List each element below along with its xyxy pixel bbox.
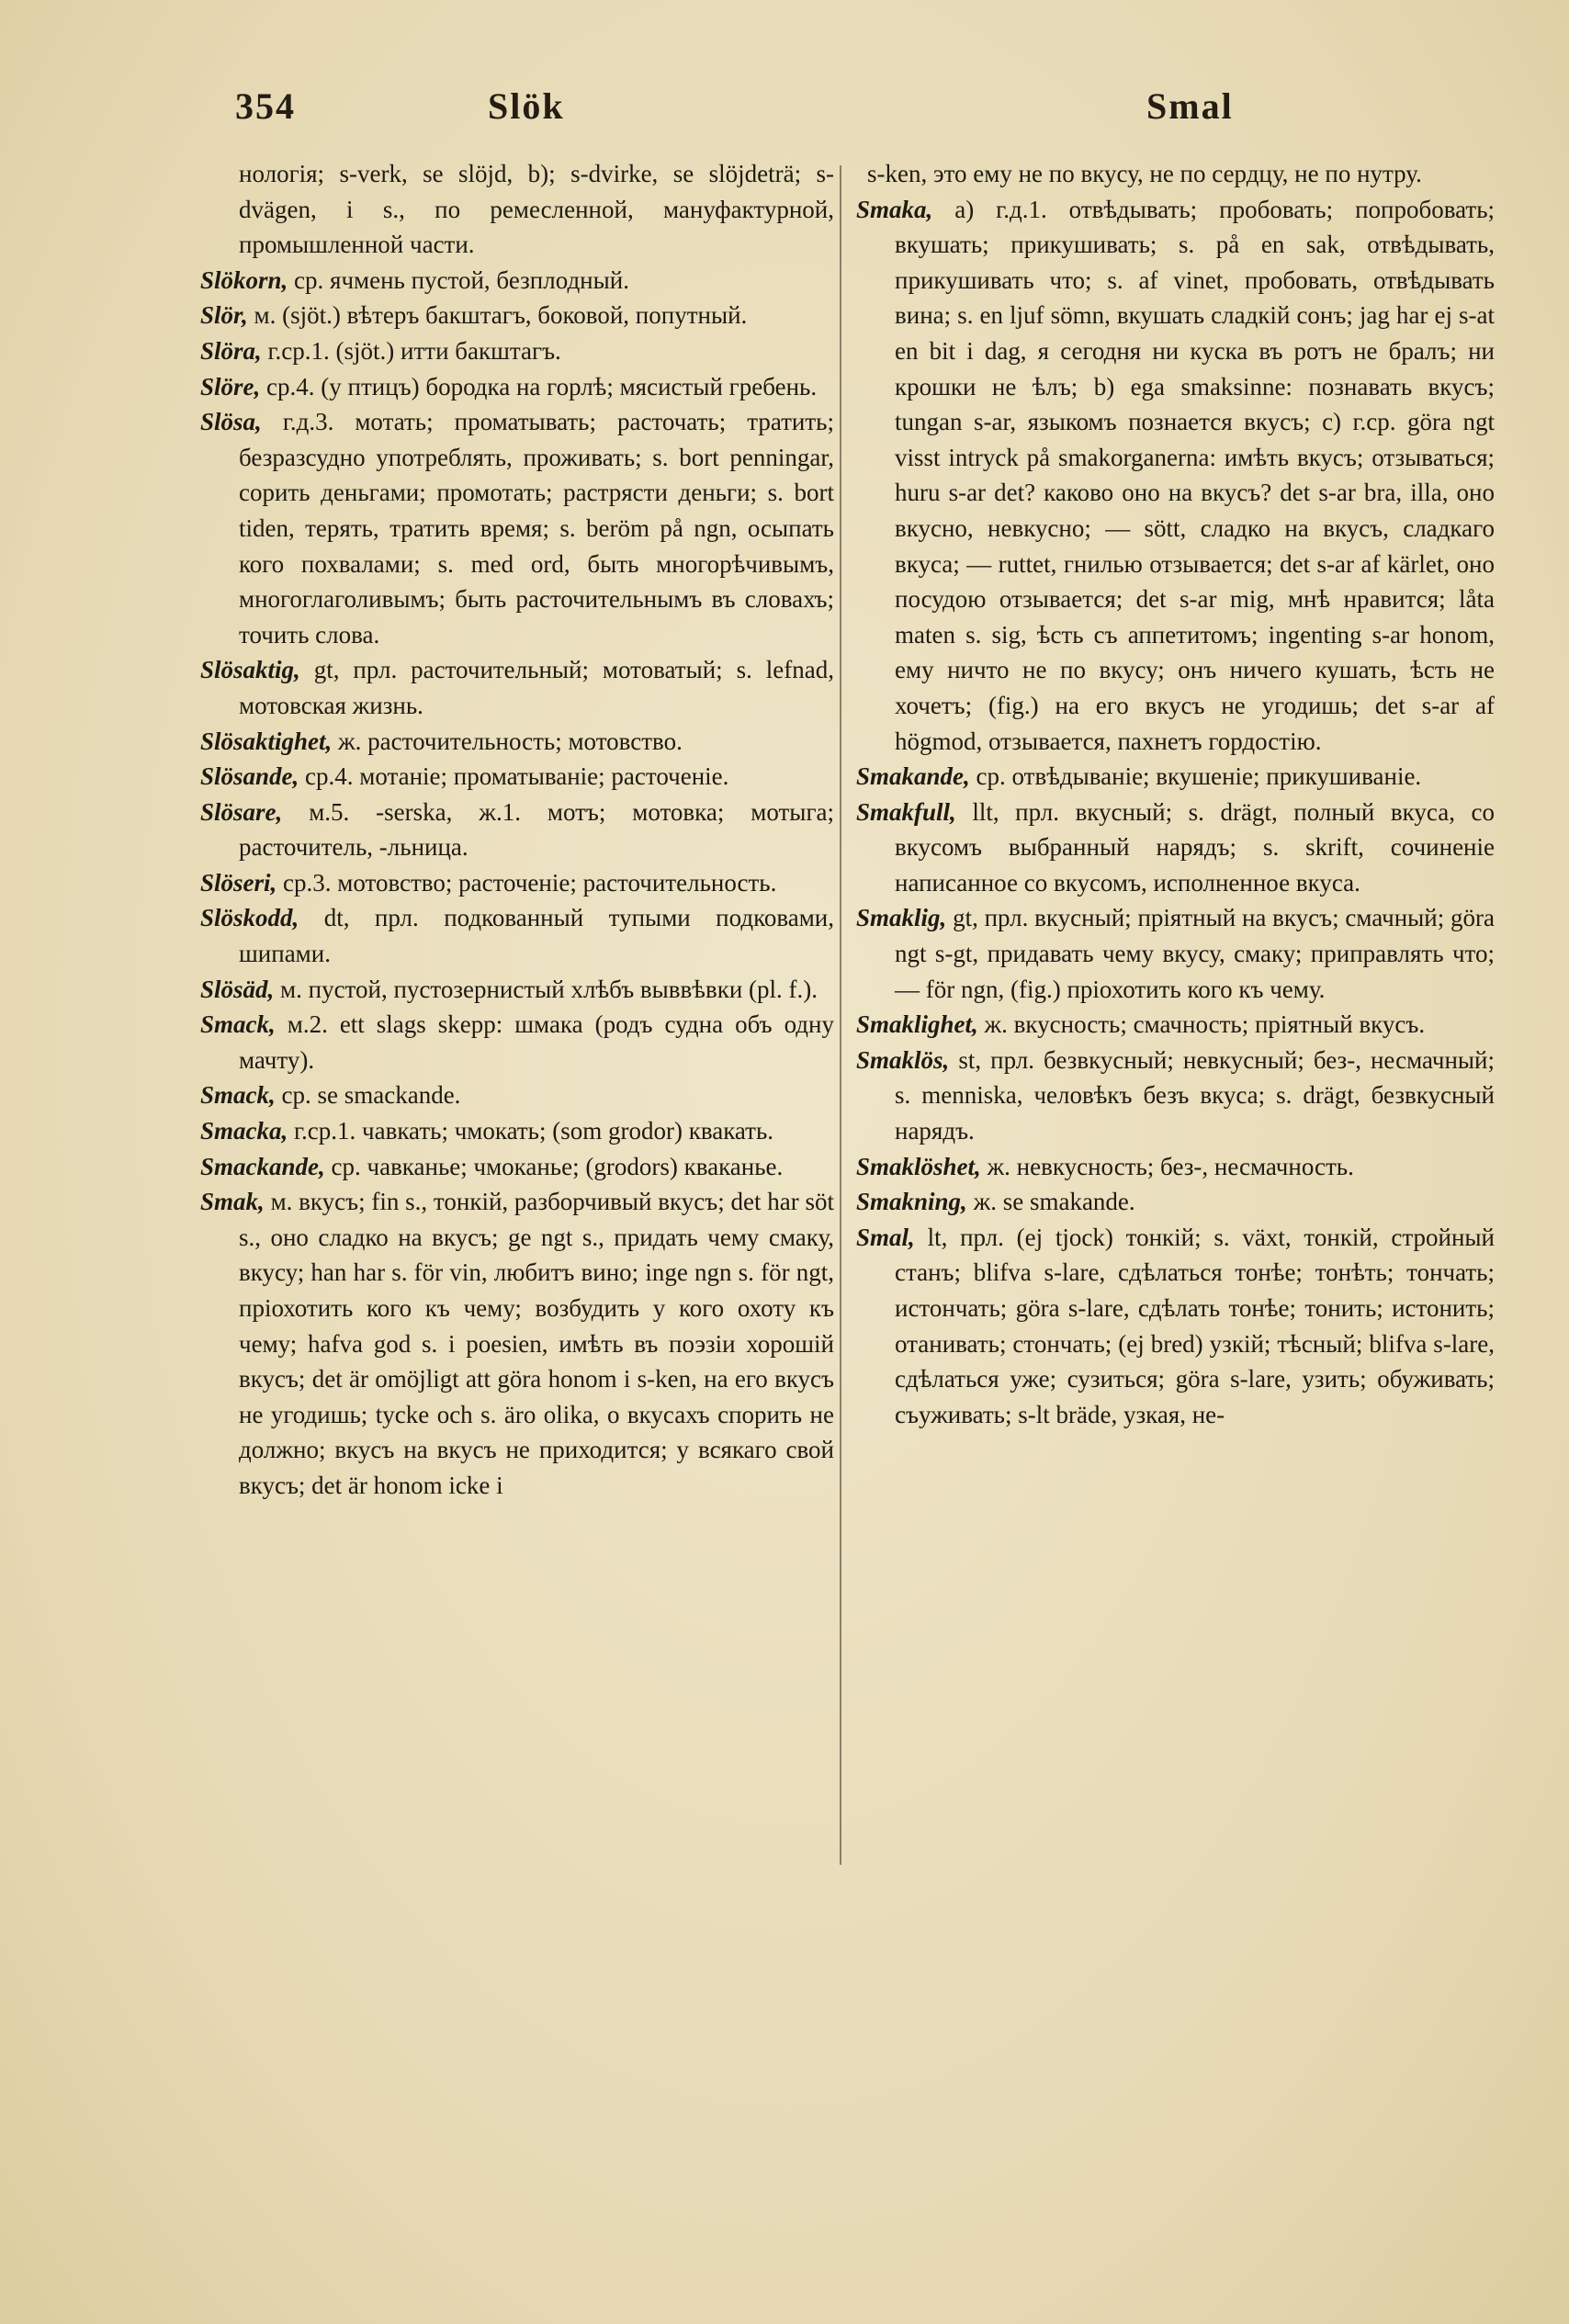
left-column	[200, 156, 834, 1504]
headword: Smack,	[200, 1081, 276, 1110]
entry-definition: dt, прл. подкованный тупыми подковами, шипами.	[239, 904, 834, 968]
guide-word-right: Smal	[1146, 85, 1234, 127]
dictionary-entry	[856, 1184, 1495, 1220]
dictionary-entry	[856, 156, 1495, 192]
headword: Smackande,	[200, 1152, 325, 1180]
dictionary-entry	[856, 795, 1495, 901]
column-divider	[840, 165, 841, 1865]
dictionary-entry	[200, 865, 834, 901]
headword: Smaklös,	[856, 1045, 950, 1074]
dictionary-entry	[200, 333, 834, 369]
entry-definition: ср.4. мотаніе; проматываніе; расточеніе.	[305, 762, 729, 791]
entry-definition: нологія; s-verk, se slöjd, b); s-dvirke, se slöjdeträ; s-dvägen, i s., по ремесленной, мануфактурной, промышленной части.	[239, 160, 834, 259]
headword: Slösaktig,	[200, 656, 300, 684]
dictionary-entry	[200, 1184, 834, 1503]
dictionary-entry	[200, 263, 834, 299]
entry-definition: м. пустой, пустозернистый хлѣбъ выввѣвки (pl. f.).	[280, 975, 818, 1003]
headword: Smakfull,	[856, 797, 956, 826]
headword: Slör,	[200, 301, 248, 330]
dictionary-entry	[200, 900, 834, 971]
right-column	[856, 156, 1495, 1432]
headword: Slösäd,	[200, 975, 275, 1003]
headword: Slösaktighet,	[200, 727, 333, 755]
entry-definition: st, прл. безвкусный; невкусный; без-, несмачный; s. menniska, человѣкъ безъ вкуса; s. drägt, безвкусный нарядъ.	[895, 1045, 1495, 1145]
dictionary-entry	[200, 759, 834, 795]
headword: Slökorn,	[200, 265, 288, 294]
headword: Slösare,	[200, 797, 283, 826]
entry-definition: ср. чавканье; чмоканье; (grodors) кваканье.	[331, 1152, 784, 1180]
headword: Smaklighet,	[856, 1010, 978, 1039]
entry-definition: ср. отвѣдываніе; вкушеніе; прикушиваніе.	[976, 762, 1422, 791]
headword: Slösa,	[200, 408, 262, 436]
entry-definition: lt, прл. (ej tjock) тонкій; s. växt, тонкій, стройный станъ; blifva s-lare, сдѣлаться тонѣе; тонѣть; тончать; истончать; göra s-lare, сдѣлать тонѣе; тонить; истонить; отанивать; стончать; (ej bred) узкій; тѣсный; blifva s-lare, сдѣлаться уже; сузиться; göra s-lare, узить; обуживать; съуживать; s-lt bräde, узкая, не-	[895, 1223, 1496, 1428]
entry-definition: gt, прл. расточительный; мотоватый; s. lefnad, мотовская жизнь.	[239, 656, 834, 719]
headword: Smacka,	[200, 1117, 288, 1145]
dictionary-entry	[200, 1077, 834, 1113]
entry-definition: ср. se smackande.	[281, 1081, 461, 1110]
entry-definition: ж. вкусность; смачность; пріятный вкусъ.	[984, 1010, 1426, 1039]
dictionary-entry	[856, 1007, 1495, 1043]
guide-word-left: Slök	[488, 85, 565, 127]
dictionary-entry	[200, 156, 834, 263]
entry-definition: ср.4. (у птицъ) бородка на горлѣ; мясистый гребень.	[266, 372, 818, 400]
entry-definition: gt, прл. вкусный; пріятный на вкусъ; смачный; göra ngt s-gt, придавать чему вкусу, смаку; приправлять что; — för ngn, (fig.) пріохотить кого къ чему.	[895, 904, 1496, 1003]
headword: Slösande,	[200, 762, 299, 791]
entry-definition: м. вкусъ; fin s., тонкій, разборчивый вкусъ; det har söt s., оно сладко на вкусъ; ge ngt s., придать чему смаку, вкусу; han har s. för vin, любитъ вино; inge ngn s. för ngt, пріохотить кого къ чему; возбудить у кого охоту къ чему; hafva god s. i poesien, имѣть въ поэзіи хорошій вкусъ; det är omöjligt att göra honom i s-ken, на его вкусъ не угодишь; tycke och s. äro olika, о вкусахъ спорить не должно; вкусъ на вкусъ не приходится; у всякаго свой вкусъ; det är honom icke i	[239, 1188, 834, 1499]
dictionary-entry	[200, 972, 834, 1008]
dictionary-entry	[856, 900, 1495, 1007]
entry-definition: м. (sjöt.) вѣтеръ бакштагъ, боковой, попутный.	[254, 301, 748, 330]
headword: Slöre,	[200, 372, 261, 400]
headword: Smal,	[856, 1223, 915, 1251]
entry-definition: ср.3. мотовство; расточеніе; расточительность.	[283, 868, 777, 897]
dictionary-entry	[200, 652, 834, 723]
headword: Smaklöshet,	[856, 1152, 981, 1180]
dictionary-entry	[856, 1043, 1495, 1149]
entry-definition: ж. se smakande.	[973, 1188, 1135, 1216]
dictionary-entry	[856, 192, 1495, 760]
entry-definition: г.д.3. мотать; проматывать; расточать; тратить; безразсудно употреблять, проживать; s. bort penningar, сорить деньгами; промотать; растрясти деньги; s. bort tiden, терять, тратить время; s. beröm på ngn, осыпать кого похвалами; s. med ord, быть многорѣчивымъ, многоглаголивымъ; быть расточительнымъ въ словахъ; точить слова.	[239, 408, 834, 649]
dictionary-entry	[856, 759, 1495, 795]
headword: Smaklig,	[856, 904, 947, 932]
headword: Slöskodd,	[200, 904, 299, 932]
entry-definition: г.ср.1. чавкать; чмокать; (som grodor) квакать.	[294, 1117, 774, 1145]
entry-definition: м.5. -serska, ж.1. мотъ; мотовка; мотыга; расточитель, -льница.	[239, 797, 834, 862]
dictionary-entry	[200, 1113, 834, 1149]
entry-definition: llt, прл. вкусный; s. drägt, полный вкуса, со вкусомъ выбранный нарядъ; s. skrift, сочиненіе написанное со вкусомъ, исполненное вкуса.	[895, 797, 1496, 897]
entry-definition: м.2. ett slags skepp: шмака (родъ судна объ одну мачту).	[239, 1010, 834, 1074]
entry-definition: ср. ячмень пустой, безплодный.	[294, 265, 629, 294]
dictionary-entry	[200, 795, 834, 865]
headword: Smak,	[200, 1188, 265, 1216]
dictionary-entry	[200, 369, 834, 405]
headword: Slöra,	[200, 336, 262, 365]
dictionary-entry	[856, 1149, 1495, 1185]
dictionary-entry	[200, 1007, 834, 1077]
headword: Smack,	[200, 1010, 276, 1039]
entry-definition: г.ср.1. (sjöt.) итти бакштагъ.	[267, 336, 561, 365]
dictionary-entry	[856, 1220, 1495, 1433]
headword: Slöseri,	[200, 868, 277, 897]
headword: Smakning,	[856, 1188, 967, 1216]
headword: Smaka,	[856, 195, 933, 223]
dictionary-entry	[200, 1149, 834, 1185]
headword: Smakande,	[856, 762, 970, 791]
dictionary-entry	[200, 724, 834, 760]
entry-definition: s-ken, это ему не по вкусу, не по сердцу, не по нутру.	[867, 160, 1422, 187]
dictionary-entry	[200, 404, 834, 652]
entry-definition: а) г.д.1. отвѣдывать; пробовать; попробовать; вкушать; прикушивать; s. på en sak, отвѣдывать, прикушивать что; s. af vinet, пробовать, отвѣдывать вина; s. en ljuf sömn, вкушать сладкій сонъ; jag har ej s-at en bit i dag, я сегодня ни куска въ ротъ не бралъ; ни крошки не ѣлъ; b) ega smaksinne: познавать вкусъ; tungan s-ar, языкомъ познается вкусъ; c) г.ср. göra ngt visst intryck på smakorganerna: имѣть вкусъ; отзываться; huru s-ar det? каково оно на вкусъ? det s-ar bra, illa, оно вкусно, невкусно; — sött, сладко на вкусъ, сладкаго вкуса; — ruttet, гнилью отзывается; det s-ar af kärlet, оно посудою отзывается; det s-ar mig, мнѣ нравится; låta maten s. sig, ѣсть съ аппетитомъ; ingenting s-ar honom, ему ничто не по вкусу; онъ ничего кушать, ѣсть не хочетъ; (fig.) на его вкусъ не угодишь; det s-ar af högmod, отзывается, пахнетъ гордостію.	[895, 195, 1496, 755]
entry-definition: ж. расточительность; мотовство.	[338, 727, 683, 755]
page-number: 354	[235, 85, 296, 127]
dictionary-entry	[200, 298, 834, 333]
entry-definition: ж. невкусность; без-, несмачность.	[987, 1152, 1354, 1180]
